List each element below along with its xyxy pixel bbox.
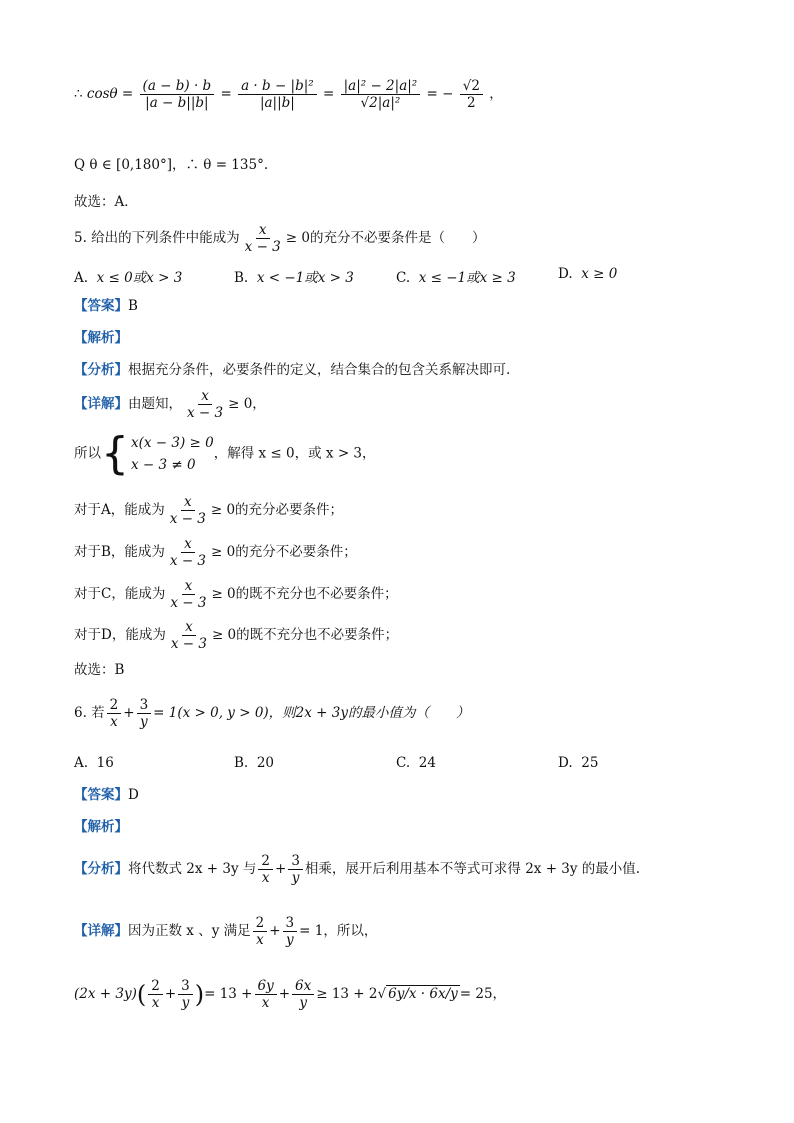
choose-a: 故选：A． [74, 194, 138, 210]
sqrt-icon: √ [377, 986, 387, 1002]
comma: ， [489, 86, 503, 102]
fraction-1: $\frac{(a - b) \cdot b}{|a - b||b|}$ [140, 78, 215, 111]
q6-answer: 【答案】D [74, 787, 139, 803]
q5-case-c: 对于C，能成为 $\frac{x}{x - 3}$ ≥ 0的既不充分也不必要条件； [74, 578, 398, 611]
q5-case-b: 对于B，能成为 $\frac{x}{x - 3}$ ≥ 0的充分不必要条件； [74, 536, 357, 569]
q5-case-a: 对于A，能成为 $\frac{x}{x - 3}$ ≥ 0的充分必要条件； [74, 494, 344, 527]
q6-detail: 【详解】因为正数 x 、y 满足 $\frac{2}{x}$ + $\frac{3}{y}$ = 1，所以， [74, 915, 378, 948]
fraction-2: $\frac{\text{a · b − |b|²}}{|a||b|}$ [238, 78, 317, 111]
q6-fenxi: 【分析】将代数式 2x + 3y 与 $\frac{2}{x}$ + $\frac{3}{y}$ 相乘，展开后利用基本不等式可求得 2x + 3y 的最小值. [74, 853, 641, 886]
q5-stem: 5. 给出的下列条件中能成为 $\frac{x}{x - 3}$ ≥ 0的充分不必要条件是（ ） [74, 222, 486, 255]
q6-option-a: A. 16 [74, 755, 114, 771]
q5-choose: 故选：B [74, 662, 125, 678]
fraction-3: $\frac{\text{|a|² − 2|a|²}}{\text{√2|a|²}}$ [341, 78, 421, 111]
cos-formula-line: ∴ cosθ = $\frac{(a - b) \cdot b}{|a - b||b|}$ = $\frac{\text{a · b − |b|²}}{|a||b|}$ = $\frac{\text{|a|² − 2|a|²}}{\text{√2|a|²}}$ = − $\frac{√2}{2}$ ， [74, 78, 503, 111]
q6-final-inequality: (2x + 3y)( $\frac{2}{x}$ + $\frac{3}{y}$ )= 13 + $\frac{6y}{x}$ + $\frac{6x}{y}$ ≥ 13 + 2√ 6y/x · 6x/y = 25， [74, 978, 507, 1011]
q5-option-b: B. x < −1或x > 3 [234, 270, 354, 286]
theta-range-line: Q θ ∈ [0,180°]，∴ θ = 135°. [74, 157, 269, 173]
q6-option-d: D. 25 [558, 755, 599, 771]
q5-option-a: A. x ≤ 0或x > 3 [74, 270, 183, 286]
eq-minus: = − [426, 86, 454, 102]
fraction-result: $\frac{√2}{2}$ [460, 78, 483, 111]
therefore-symbol: ∴ [74, 86, 83, 102]
q6-analysis-tag: 【解析】 [74, 819, 128, 835]
brace-icon: { [101, 428, 129, 479]
q5-option-d: D. x ≥ 0 [558, 266, 618, 282]
q5-fenxi: 【分析】根据充分条件，必要条件的定义，结合集合的包含关系解决即可. [74, 362, 511, 378]
q5-system: 所以{ x(x − 3) ≥ 0 x − 3 ≠ 0 ，解得 x ≤ 0，或 x > 3， [74, 428, 376, 479]
sqrt-body: 6y/x · 6x/y [388, 986, 458, 1002]
q5-option-c: C. x ≤ −1或x ≥ 3 [396, 270, 516, 286]
q5-detail: 【详解】由题知， $\frac{x}{x - 3}$ ≥ 0， [74, 388, 266, 421]
q5-fraction: $\frac{x}{x - 3}$ [244, 222, 281, 255]
q6-stem: 6. 若 $\frac{2}{x}$ + $\frac{3}{y}$ = 1(x > 0, y > 0)，则2x + 3y的最小值为（ ） [74, 697, 470, 730]
q5-answer: 【答案】B [74, 298, 138, 314]
q5-case-d: 对于D，能成为 $\frac{x}{x - 3}$ ≥ 0的既不充分也不必要条件； [74, 619, 399, 652]
q6-option-c: C. 24 [396, 755, 436, 771]
q5-analysis-tag: 【解析】 [74, 330, 128, 346]
cos-label: cosθ = [86, 86, 134, 102]
q6-option-b: B. 20 [234, 755, 274, 771]
